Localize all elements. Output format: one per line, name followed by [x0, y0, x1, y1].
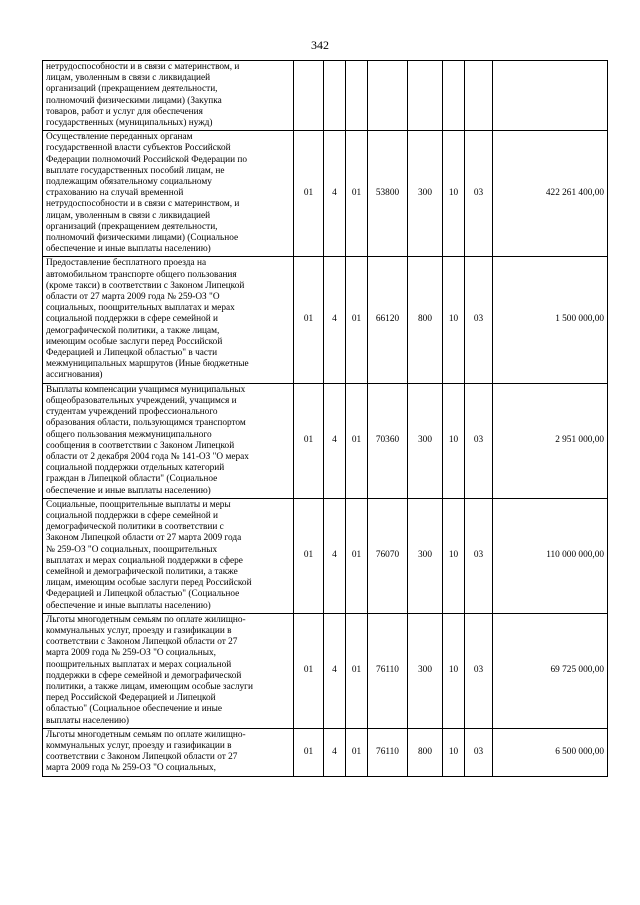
amount-cell: 422 261 400,00	[493, 131, 608, 257]
description-line: Социальные, поощрительные выплаты и меры	[46, 499, 231, 510]
code-c-cell: 01	[346, 613, 368, 728]
description-line: марта 2009 года № 259-ОЗ "О социальных,	[46, 648, 216, 659]
code-b-cell: 4	[324, 257, 346, 383]
code-c-cell: 01	[346, 383, 368, 498]
description-line: образования области, пользующимся транспортом	[46, 418, 246, 429]
code-b-cell: 4	[324, 131, 346, 257]
description-line: областью" (Социальное обеспечение и иные	[46, 704, 223, 715]
budget-table	[42, 60, 608, 777]
description-line: обеспечение и иные выплаты населению)	[46, 485, 211, 496]
code-d-cell: 53800	[368, 131, 408, 257]
code-b-cell: 4	[324, 383, 346, 498]
description-line: марта 2009 года № 259-ОЗ "О социальных,	[46, 763, 216, 774]
code-a-cell	[294, 61, 324, 131]
description-line: демографической политики, а также лицам,	[46, 325, 220, 336]
code-e-cell	[408, 61, 443, 131]
page-number: 342	[311, 38, 329, 52]
row-description	[43, 131, 294, 257]
code-d-cell: 66120	[368, 257, 408, 383]
code-g-cell: 03	[465, 131, 493, 257]
code-e-cell: 300	[408, 498, 443, 613]
description-line: обеспечение и иные выплаты населению)	[46, 600, 211, 611]
description-line: Предоставление бесплатного проезда на	[46, 258, 207, 269]
description-line: студентам учреждений профессионального	[46, 407, 218, 418]
description-line: выплате государственных пособий лицам, не	[46, 165, 225, 176]
code-a-cell: 01	[294, 613, 324, 728]
code-f-cell: 10	[443, 383, 465, 498]
description-line: (кроме такси) в соответствии с Законом Липецкой	[46, 280, 245, 291]
description-line: подлежащим обязательному социальному	[46, 177, 212, 188]
description-line: Выплаты компенсации учащимся муниципальных	[46, 384, 246, 395]
description-line: ассигнования)	[46, 370, 103, 381]
description-line: поощрительных выплатах и мерах социальной	[46, 659, 232, 670]
description-line: организаций (прекращением деятельности,	[46, 221, 218, 232]
description-line: лицам, имеющим особые заслуги перед Российской	[46, 578, 252, 589]
description-line: межмуниципальных маршрутов (Иные бюджетные	[46, 359, 249, 370]
code-e-cell: 300	[408, 383, 443, 498]
row-description	[43, 728, 294, 776]
code-d-cell: 76110	[368, 613, 408, 728]
code-f-cell: 10	[443, 498, 465, 613]
description-line: поддержки в сфере семейной и демографической	[46, 670, 242, 681]
table-row	[43, 728, 608, 776]
code-f-cell: 10	[443, 613, 465, 728]
description-line: семейной и демографической политики, а также	[46, 566, 238, 577]
code-c-cell: 01	[346, 498, 368, 613]
code-e-cell: 300	[408, 131, 443, 257]
row-description	[43, 61, 294, 131]
description-line: полномочий физическими лицами) (Социальное	[46, 233, 239, 244]
description-line: коммунальных услуг, проезду и газификации в	[46, 625, 232, 636]
code-e-cell: 800	[408, 257, 443, 383]
description-line: области от 2 декабря 2004 года № 141-ОЗ "О мерах	[46, 451, 249, 462]
code-c-cell: 01	[346, 131, 368, 257]
code-e-cell: 300	[408, 613, 443, 728]
description-line: Осуществление переданных органам	[46, 132, 193, 143]
code-a-cell: 01	[294, 131, 324, 257]
description-line: Льготы многодетным семьям по оплате жилищно-	[46, 729, 246, 740]
amount-cell: 1 500 000,00	[493, 257, 608, 383]
description-line: граждан в Липецкой области" (Социальное	[46, 474, 218, 485]
code-c-cell: 01	[346, 728, 368, 776]
description-line: нетрудоспособности и в связи с материнством, и	[46, 62, 240, 72]
table-row	[43, 131, 608, 257]
row-description	[43, 257, 294, 383]
table-row	[43, 257, 608, 383]
amount-cell: 2 951 000,00	[493, 383, 608, 498]
description-line: лицам, уволенным в связи с ликвидацией	[46, 210, 211, 221]
row-description	[43, 613, 294, 728]
description-line: выплаты населению)	[46, 715, 129, 726]
description-line: государственной власти субъектов Российской	[46, 143, 231, 154]
description-line: сообщения в соответствии с Законом Липецкой	[46, 440, 235, 451]
code-f-cell: 10	[443, 257, 465, 383]
description-line: демографической политики в соответствии с	[46, 522, 224, 533]
description-line: товаров, работ и услуг для обеспечения	[46, 106, 203, 117]
description-line: обеспечение и иные выплаты населению)	[46, 244, 211, 255]
amount-cell: 110 000 000,00	[493, 498, 608, 613]
code-e-cell: 800	[408, 728, 443, 776]
table-row	[43, 498, 608, 613]
description-line: № 259-ОЗ "О социальных, поощрительных	[46, 544, 218, 555]
code-a-cell: 01	[294, 498, 324, 613]
description-line: перед Российской Федерацией и Липецкой	[46, 693, 216, 704]
table-row	[43, 61, 608, 131]
description-line: социальной поддержки в сфере семейной и	[46, 510, 219, 521]
table-row	[43, 383, 608, 498]
code-f-cell	[443, 61, 465, 131]
description-line: страхованию на случай временной	[46, 188, 184, 199]
table-row	[43, 613, 608, 728]
code-d-cell	[368, 61, 408, 131]
code-a-cell: 01	[294, 383, 324, 498]
code-d-cell: 76110	[368, 728, 408, 776]
description-line: коммунальных услуг, проезду и газификации в	[46, 740, 232, 751]
description-line: государственных (муниципальных) нужд)	[46, 118, 213, 129]
description-line: социальной поддержки отдельных категорий	[46, 463, 225, 474]
amount-cell: 6 500 000,00	[493, 728, 608, 776]
code-b-cell	[324, 61, 346, 131]
description-line: социальных, поощрительных выплатах и мерах	[46, 303, 235, 314]
code-g-cell: 03	[465, 383, 493, 498]
code-f-cell: 10	[443, 131, 465, 257]
row-description	[43, 498, 294, 613]
code-c-cell	[346, 61, 368, 131]
description-line: соответствии с Законом Липецкой области от 27	[46, 637, 238, 648]
code-b-cell: 4	[324, 498, 346, 613]
description-line: Федерацией и Липецкой областью" в части	[46, 348, 218, 359]
description-line: Федерации полномочий Российской Федерации по	[46, 154, 248, 165]
description-line: автомобильном транспорте общего пользования	[46, 269, 237, 280]
row-description	[43, 383, 294, 498]
code-f-cell: 10	[443, 728, 465, 776]
code-c-cell: 01	[346, 257, 368, 383]
code-g-cell: 03	[465, 498, 493, 613]
description-line: Законом Липецкой области от 27 марта 2009 года	[46, 533, 242, 544]
description-line: нетрудоспособности и в связи с материнством, и	[46, 199, 240, 210]
description-line: социальной поддержки в сфере семейной и	[46, 314, 219, 325]
code-g-cell: 03	[465, 613, 493, 728]
description-line: политики, а также лицам, имеющим особые заслуги	[46, 681, 253, 692]
description-line: области от 27 марта 2009 года № 259-ОЗ "О	[46, 292, 220, 303]
code-b-cell: 4	[324, 728, 346, 776]
code-a-cell: 01	[294, 728, 324, 776]
code-a-cell: 01	[294, 257, 324, 383]
description-line: выплатах и мерах социальной поддержки в сфере	[46, 555, 243, 566]
amount-cell	[493, 61, 608, 131]
description-line: соответствии с Законом Липецкой области от 27	[46, 752, 238, 763]
description-line: Льготы многодетным семьям по оплате жилищно-	[46, 614, 246, 625]
description-line: лицам, уволенным в связи с ликвидацией	[46, 73, 211, 84]
description-line: имеющим особые заслуги перед Российской	[46, 336, 223, 347]
code-b-cell: 4	[324, 613, 346, 728]
code-g-cell: 03	[465, 728, 493, 776]
amount-cell: 69 725 000,00	[493, 613, 608, 728]
code-g-cell: 03	[465, 257, 493, 383]
description-line: полномочий физическими лицами) (Закупка	[46, 95, 222, 106]
code-d-cell: 70360	[368, 383, 408, 498]
description-line: Федерацией и Липецкой областью" (Социальное	[46, 589, 240, 600]
description-line: общего пользования межмуниципального	[46, 429, 212, 440]
description-line: организаций (прекращением деятельности,	[46, 84, 218, 95]
code-d-cell: 76070	[368, 498, 408, 613]
code-g-cell	[465, 61, 493, 131]
description-line: общеобразовательных учреждений, учащимся и	[46, 395, 237, 406]
